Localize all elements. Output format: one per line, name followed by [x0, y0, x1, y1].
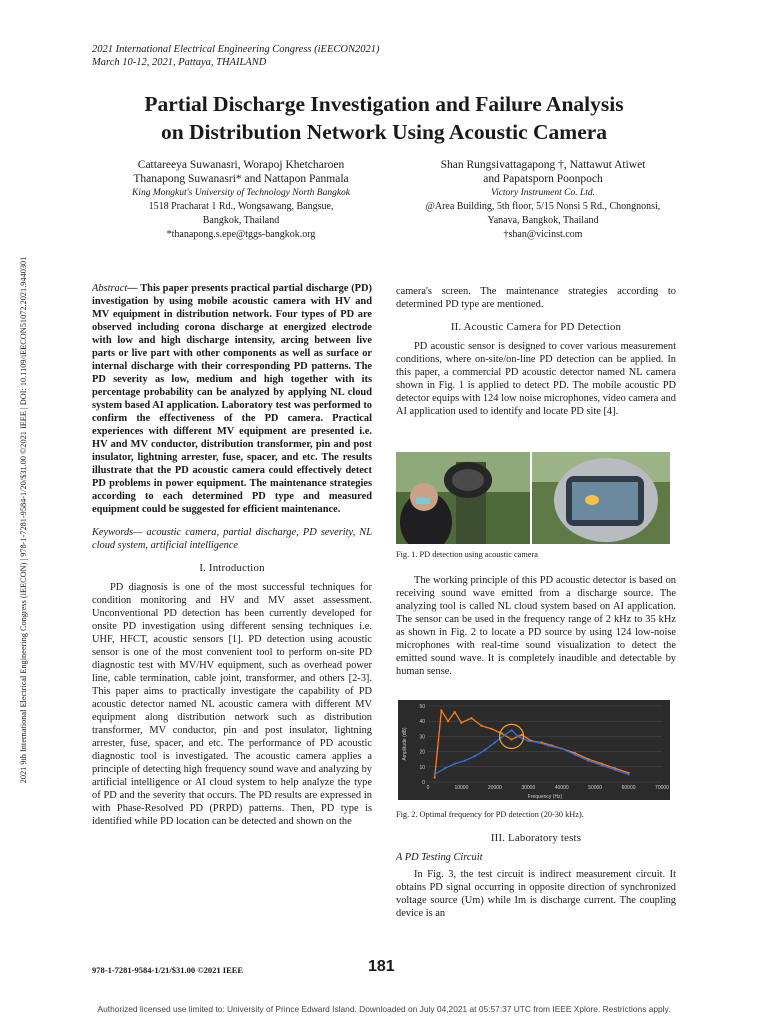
- x-tick-label: 40000: [554, 785, 569, 791]
- figure-2-caption: Fig. 2. Optimal frequency for PD detection (20-30 kHz).: [396, 810, 584, 819]
- y-tick-label: 50: [419, 704, 425, 710]
- title-line-2: on Distribution Network Using Acoustic Camera: [160, 120, 608, 144]
- data-point: [527, 740, 529, 742]
- data-point: [574, 754, 576, 756]
- left-column: [92, 282, 372, 828]
- abstract-label: Abstract: [92, 283, 128, 294]
- figure-1-photo: [396, 452, 670, 544]
- y-tick-label: 40: [419, 719, 425, 726]
- data-point: [454, 763, 456, 765]
- keywords-text: — acoustic camera, partial discharge, PD severity, NL cloud system, artificial intelligence: [92, 527, 372, 551]
- author-names: Shan Rungsivattagapong †, Nattawut Atiwet: [440, 159, 646, 171]
- paragraph: camera's screen. The maintenance strategies according to determined PD type are mentioned.: [396, 286, 676, 310]
- affiliation: King Mongkut's University of Technology North Bangkok: [131, 188, 351, 198]
- right-column: [396, 285, 676, 418]
- data-point: [474, 755, 476, 757]
- data-point: [460, 722, 462, 724]
- data-point: [521, 734, 523, 736]
- data-point: [517, 735, 519, 737]
- data-point: [627, 773, 629, 775]
- x-tick-label: 30000: [521, 785, 536, 791]
- abstract: [92, 282, 372, 516]
- data-point: [464, 760, 466, 762]
- doi-sidebar-text: 2021 9th International Electrical Engineering Congress (iEECON) | 978-1-7281-9584-1/20/$31.00 ©2021 IEEE | DOI: 10.1109/iEECON51072.2021.9440301: [19, 256, 28, 784]
- data-point: [434, 776, 436, 778]
- paragraph: In Fig. 3, the test circuit is indirect measurement circuit. It obtains PD signal occurring in opposite direction of synchronized voltage source (Um) while Im is discharge current. The coupling device is an: [396, 869, 676, 919]
- address: 1518 Pracharat 1 Rd., Wongsawang, Bangsue,: [148, 201, 334, 212]
- data-point: [484, 749, 486, 751]
- author-names: and Papatsporn Poonpoch: [483, 173, 603, 185]
- data-point: [504, 734, 506, 736]
- data-point: [510, 729, 512, 731]
- email: †shan@vicinst.com: [503, 229, 583, 240]
- x-tick-label: 70000: [655, 785, 669, 791]
- x-tick-label: 10000: [454, 785, 469, 791]
- x-axis-label: Frequency (Hz): [527, 794, 563, 800]
- x-tick-label: 0: [426, 785, 430, 791]
- y-tick-label: 0: [422, 780, 425, 786]
- email: *thanapong.s.epe@tggs-bangkok.org: [166, 229, 316, 240]
- address: Yanava, Bangkok, Thailand: [487, 215, 599, 226]
- author-block-right: [386, 158, 700, 242]
- data-point: [444, 767, 446, 769]
- paragraph: The working principle of this PD acoustic detector is based on receiving sound wave emitted from a discharge source. The analyzing tool is called NL cloud system based on AI application. The sensor can be used in the frequency range of 2 kHz to 35 kHz as shown in Fig. 2 to locate a PD source by using 124 low-noise microphones with real-time sound visualization to detect the emitted sound wave. It is completely inaudible and detectable by human sense.: [396, 575, 676, 677]
- section-heading: II. Acoustic Camera for PD Detection: [450, 321, 622, 333]
- section-heading: III. Laboratory tests: [490, 832, 582, 844]
- data-point: [587, 760, 589, 762]
- x-tick-label: 50000: [588, 785, 603, 791]
- data-point: [480, 725, 482, 727]
- data-point: [490, 728, 492, 730]
- data-point: [537, 741, 539, 743]
- x-tick-label: 60000: [621, 785, 636, 791]
- y-tick-label: 10: [419, 764, 425, 771]
- keywords: [92, 526, 372, 552]
- data-point: [470, 717, 472, 719]
- paragraph: PD diagnosis is one of the most successful techniques for condition monitoring and HV and MV asset assessment. Unconventional PD detection has been currently developed for onsite PD investigation using different sensing techniques i.e. UHF, HFCT, acoustic sensors [1]. PD detection using acoustic sensor is one of the most convenient tool to perform on-site PD diagnostic test with MV/HV equipment, such as overhead power line, cable termination, cable joint, transformer, and others [2-3]. This paper aims to practically investigate the capability of PD acoustic detector named NL acoustic camera with different MV equipment along distribution network such as distribution transformer, MV conductor, pin and post insulator, lightning arrester, fuse, spacer, and etc. The performance of PD acoustic diagnostic tool is investigated. The acoustic camera applies a principle of detecting high frequency sound wave and analyzing by artificial intelligence or AI cloud system to help analyze the type of PD and the severity that occurs. The PD results are expressed in with Phase-Resolved PD (PRPD) patterns. Then, PD type is identified while PD location can be detected and shown on the: [92, 582, 372, 827]
- right-column-cont: [396, 574, 676, 678]
- paragraph: PD acoustic sensor is designed to cover various measurement conditions, where on-site/on-line PD detection can be applied. In this paper, a commercial PD acoustic detector named NL camera shown in Fig. 1 is applied to detect PD. The mobile acoustic PD detector equips with 124 low noise microphones, video camera and AI application used to identify and locate PD site [4].: [396, 341, 676, 417]
- author-names: Cattareeya Suwanasri, Worapoj Khetcharoen: [137, 159, 345, 171]
- title-line-1: Partial Discharge Investigation and Failure Analysis: [144, 92, 624, 116]
- data-point: [434, 773, 436, 775]
- figure-2-chart: [398, 700, 670, 800]
- conference-name: 2021 International Electrical Engineering Congress (iEECON2021): [92, 44, 380, 55]
- data-point: [440, 709, 442, 711]
- subsection-heading: A PD Testing Circuit: [396, 852, 483, 863]
- x-tick-label: 20000: [487, 785, 502, 791]
- section-heading: I. Introduction: [199, 562, 265, 574]
- data-point: [454, 711, 456, 713]
- conference-header: [92, 43, 379, 69]
- y-tick-label: 30: [419, 734, 425, 741]
- conference-date: March 10-12, 2021, Pattaya, THAILAND: [92, 57, 267, 68]
- data-point: [614, 769, 616, 771]
- doi-sidebar: [0, 210, 38, 830]
- frequency-chart: [398, 700, 670, 800]
- address: @Area Building, 5th floor, 5/15 Nonsi 5 Rd., Chongnonsi,: [425, 201, 661, 212]
- keywords-label: Keywords: [92, 527, 134, 538]
- paper-title: [40, 90, 728, 146]
- abstract-text: — This paper presents practical partial discharge (PD) investigation by using mobile acoustic camera with HV and MV equipment in distribution network. Four types of PD are observed including corona discharge at energized electrode with low and high discharge intensity, arcing between live parts or live part with other components as well as surface or internal discharge with their corresponding PD patterns. The PD severity as low, medium and high together with its percentage probability can be analyzed by applying NL cloud system based AI application. Laboratory test was performed to confirm the effectiveness of the PD camera. Practical experiences with different MV equipment are presented i.e. HV and MV conductor, distribution transformer, pin and post insulator, lightning arrester, fuse, spacer, and etc. The results illustrate that the PD acoustic camera could effectively detect PD problems in power equipment. The maintenance strategies according to each determined PD type and measured equipment could be suggested for efficient maintenance.: [92, 283, 372, 515]
- affiliation: Victory Instrument Co. Ltd.: [490, 188, 596, 198]
- y-tick-label: 20: [419, 749, 425, 756]
- figure-1-image: [396, 452, 670, 544]
- data-point: [447, 720, 449, 722]
- y-axis-label: Amplitude (dB): [402, 727, 408, 761]
- data-point: [601, 764, 603, 766]
- figure-1-caption: Fig. 1. PD detection using acoustic camera: [396, 550, 538, 559]
- page-number: 181: [368, 958, 395, 975]
- isbn-footer: 978-1-7281-9584-1/21/$31.00 ©2021 IEEE: [92, 965, 244, 975]
- author-names: Thanapong Suwanasri* and Nattapon Panmala: [133, 173, 349, 185]
- license-notice: Authorized licensed use limited to: University of Prince Edward Island. Downloaded on July 04,2021 at 05:57:37 UTC from IEEE Xplore. Restrictions apply.: [97, 1004, 671, 1014]
- address: Bangkok, Thailand: [202, 215, 280, 226]
- data-point: [547, 744, 549, 746]
- data-point: [494, 741, 496, 743]
- right-column-end: [396, 832, 676, 920]
- author-block-left: [88, 158, 394, 242]
- data-point: [561, 747, 563, 749]
- data-point: [510, 738, 512, 740]
